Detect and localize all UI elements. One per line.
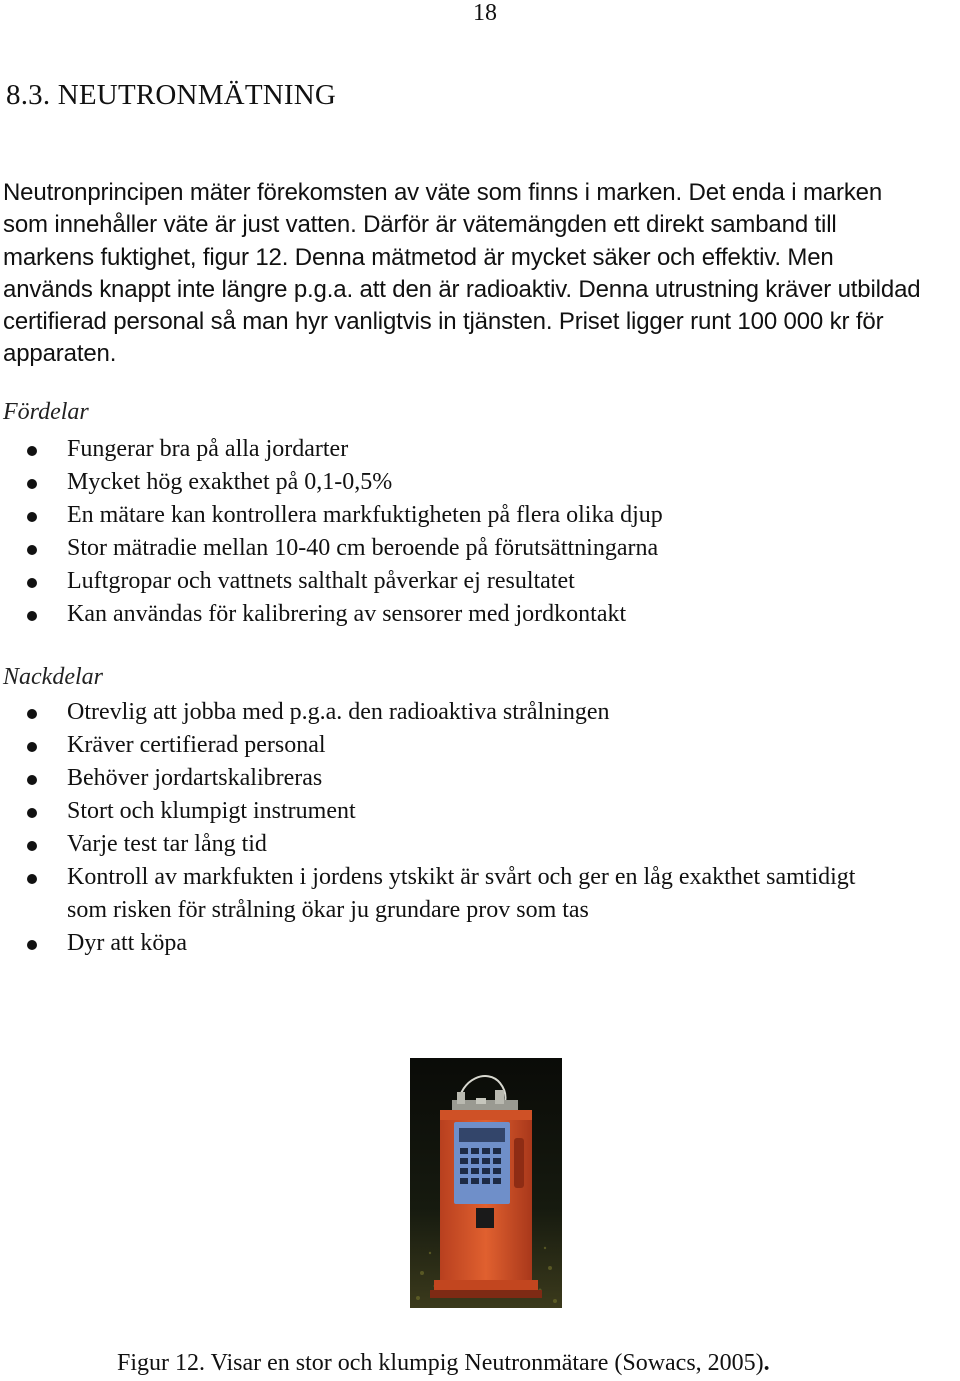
list-item (0, 433, 663, 466)
list-item (0, 532, 663, 565)
neutron-meter-photo (410, 1058, 562, 1308)
list-item-text: Kan användas för kalibrering av sensorer med jordkontakt (67, 601, 627, 627)
list-item-text: Stort och klumpigt instrument (67, 798, 356, 824)
list-item (0, 861, 855, 927)
list-item-text: Otrevlig att jobba med p.g.a. den radioaktiva strålningen (67, 699, 610, 725)
advantages-list (0, 433, 663, 631)
list-item-text: Fungerar bra på alla jordarter (67, 436, 349, 462)
page-number: 18 (473, 0, 497, 26)
intro-line: används knappt inte längre p.g.a. att den är radioaktiv. Denna utrustning kräver utbildad (3, 275, 921, 303)
bullet-icon (27, 742, 37, 752)
intro-line: Neutronprincipen mäter förekomsten av väte som finns i marken. Det enda i marken (3, 179, 883, 206)
list-item (0, 499, 663, 532)
bullet-icon (27, 874, 37, 884)
list-item-text: Luftgropar och vattnets salthalt påverkar ej resultatet (67, 568, 575, 594)
list-item (0, 598, 663, 631)
disadvantages-title: Nackdelar (3, 664, 103, 690)
bullet-icon (27, 446, 37, 456)
list-item-text: Dyr att köpa (67, 930, 187, 956)
list-item (0, 828, 855, 861)
intro-paragraph (3, 177, 960, 371)
list-item-text: Mycket hög exakthet på 0,1-0,5% (67, 469, 393, 495)
bullet-icon (27, 611, 37, 621)
advantages-title: Fördelar (3, 399, 89, 425)
figure-caption (117, 1348, 770, 1378)
section-heading: 8.3. NEUTRONMÄTNING (6, 79, 337, 111)
bullet-icon (27, 940, 37, 950)
bullet-icon (27, 841, 37, 851)
intro-line: apparaten. (3, 340, 117, 368)
list-item-text: Kräver certifierad personal (67, 732, 326, 758)
intro-line: som innehåller väte är just vatten. Därför är vätemängden ett direkt samband till (3, 211, 837, 239)
list-item-text: Stor mätradie mellan 10-40 cm beroende på förutsättningarna (67, 535, 659, 561)
list-item (0, 729, 855, 762)
bullet-icon (27, 512, 37, 522)
list-item-text: En mätare kan kontrollera markfuktigheten på flera olika djup (67, 502, 663, 528)
bullet-icon (27, 808, 37, 818)
list-item-text: Kontroll av markfukten i jordens ytskikt är svårt och ger en låg exakthet samtidigt (67, 864, 856, 890)
bullet-icon (27, 545, 37, 555)
bullet-icon (27, 709, 37, 719)
list-item (0, 565, 663, 598)
intro-line: certifierad personal så man hyr vanligtvis in tjänsten. Priset ligger runt 100 000 kr för (3, 308, 884, 336)
list-item (0, 762, 855, 795)
list-item (0, 466, 663, 499)
list-item-continuation: som risken för strålning ökar ju grundare prov som tas (67, 897, 589, 923)
list-item (0, 927, 855, 960)
list-item (0, 795, 855, 828)
intro-line: markens fuktighet, figur 12. Denna mätmetod är mycket säker och effektiv. Men (3, 243, 834, 271)
bullet-icon (27, 479, 37, 489)
list-item-text: Varje test tar lång tid (67, 831, 267, 857)
bullet-icon (27, 578, 37, 588)
list-item (0, 696, 855, 729)
list-item-text: Behöver jordartskalibreras (67, 765, 323, 791)
bullet-icon (27, 775, 37, 785)
figure-caption-end: . (763, 1350, 770, 1376)
disadvantages-list (0, 696, 855, 960)
figure-caption-text: Figur 12. Visar en stor och klumpig Neutronmätare (Sowacs, 2005) (117, 1350, 764, 1376)
